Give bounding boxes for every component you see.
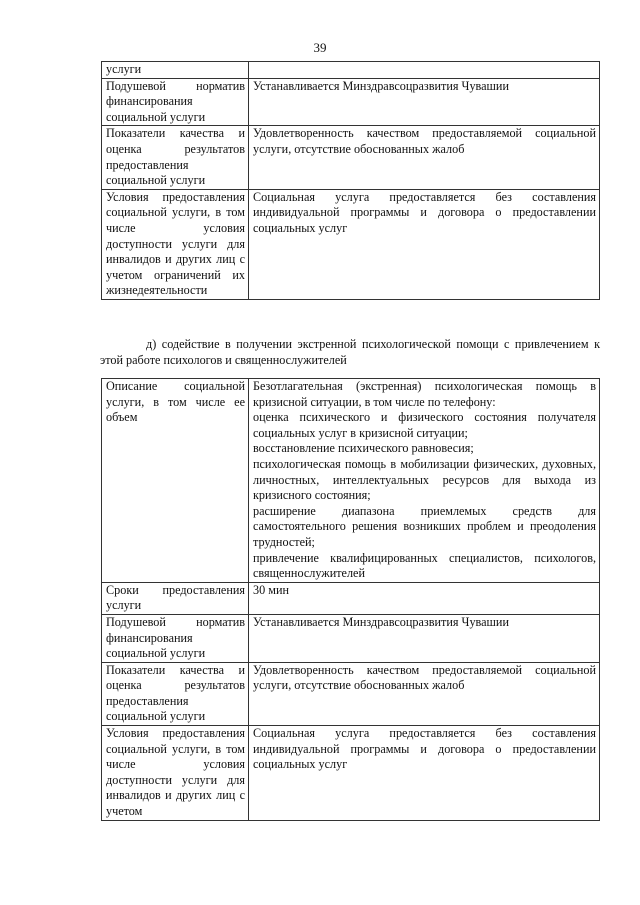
table-row [102,126,600,189]
table-cell-value [249,379,600,583]
table-cell-value [249,62,600,79]
table-cell-label: Описание социальной услуги, в том числе ее объем [102,379,249,583]
table-row [102,62,600,79]
description-line: восстановление психического равновесия; [253,441,474,456]
table-row [102,189,600,299]
description-line: привлечение квалифицированных специалистов, психологов, священнослужителей [253,550,596,581]
description-line: расширение диапазона приемлемых средств для самостоятельного решения возникших проблем и преодоления трудностей; [253,503,596,549]
table-row [102,78,600,126]
table-cell-value: Удовлетворенность качеством предоставляемой социальной услуги, отсутствие обоснованных жалоб [249,662,600,725]
description-line: оценка психического и физического состояния получателя социальных услуг в кризисной ситуации; [253,410,596,440]
description-line: Безотлагательная (экстренная) психологическая помощь в кризисной ситуации, в том числе по телефону: [253,379,596,409]
description-line: психологическая помощь в мобилизации физических, духовных, личностных, интеллектуальных ресурсов для выхода из кризисного состояния; [253,456,596,503]
section-intro-text: д) содействие в получении экстренной психологической помощи с привлечением к этой работе психологов и священнослужителей [100,337,600,367]
table-row [102,662,600,725]
page-number: 39 [313,40,327,55]
table-cell-value: Удовлетворенность качеством предоставляемой социальной услуги, отсутствие обоснованных жалоб [249,126,600,189]
table-cell-label: Условия предоставления социальной услуги, в том числе условия доступности услуги для инвалидов и других лиц с учетом [102,726,249,821]
section-intro [100,336,600,368]
table-row [102,614,600,662]
table-row [102,379,600,583]
table-cell-label: Подушевой норматив финансирования социальной услуги [102,78,249,126]
table-row [102,726,600,821]
table-cell-value: Устанавливается Минздравсоцразвития Чувашии [249,614,600,662]
table-cell-label: Сроки предоставления услуги [102,582,249,614]
service-table-continued [101,61,600,300]
table-row [102,582,600,614]
table-cell-label: Показатели качества и оценка результатов предоставления социальной услуги [102,662,249,725]
table-cell-label: Условия предоставления социальной услуги, в том числе условия доступности услуги для инвалидов и других лиц с учетом ограничений их жизнедеятельности [102,189,249,299]
table-cell-value: Социальная услуга предоставляется без составления индивидуальной программы и договора о предоставлении социальных услуг [249,189,600,299]
table-cell-label: услуги [102,62,249,79]
table-cell-label: Подушевой норматив финансирования социальной услуги [102,614,249,662]
table-cell-value: 30 мин [249,582,600,614]
table-cell-label: Показатели качества и оценка результатов предоставления социальной услуги [102,126,249,189]
service-table [101,378,600,821]
table-cell-value: Социальная услуга предоставляется без составления индивидуальной программы и договора о предоставлении социальных услуг [249,726,600,821]
table-cell-value: Устанавливается Минздравсоцразвития Чувашии [249,78,600,126]
